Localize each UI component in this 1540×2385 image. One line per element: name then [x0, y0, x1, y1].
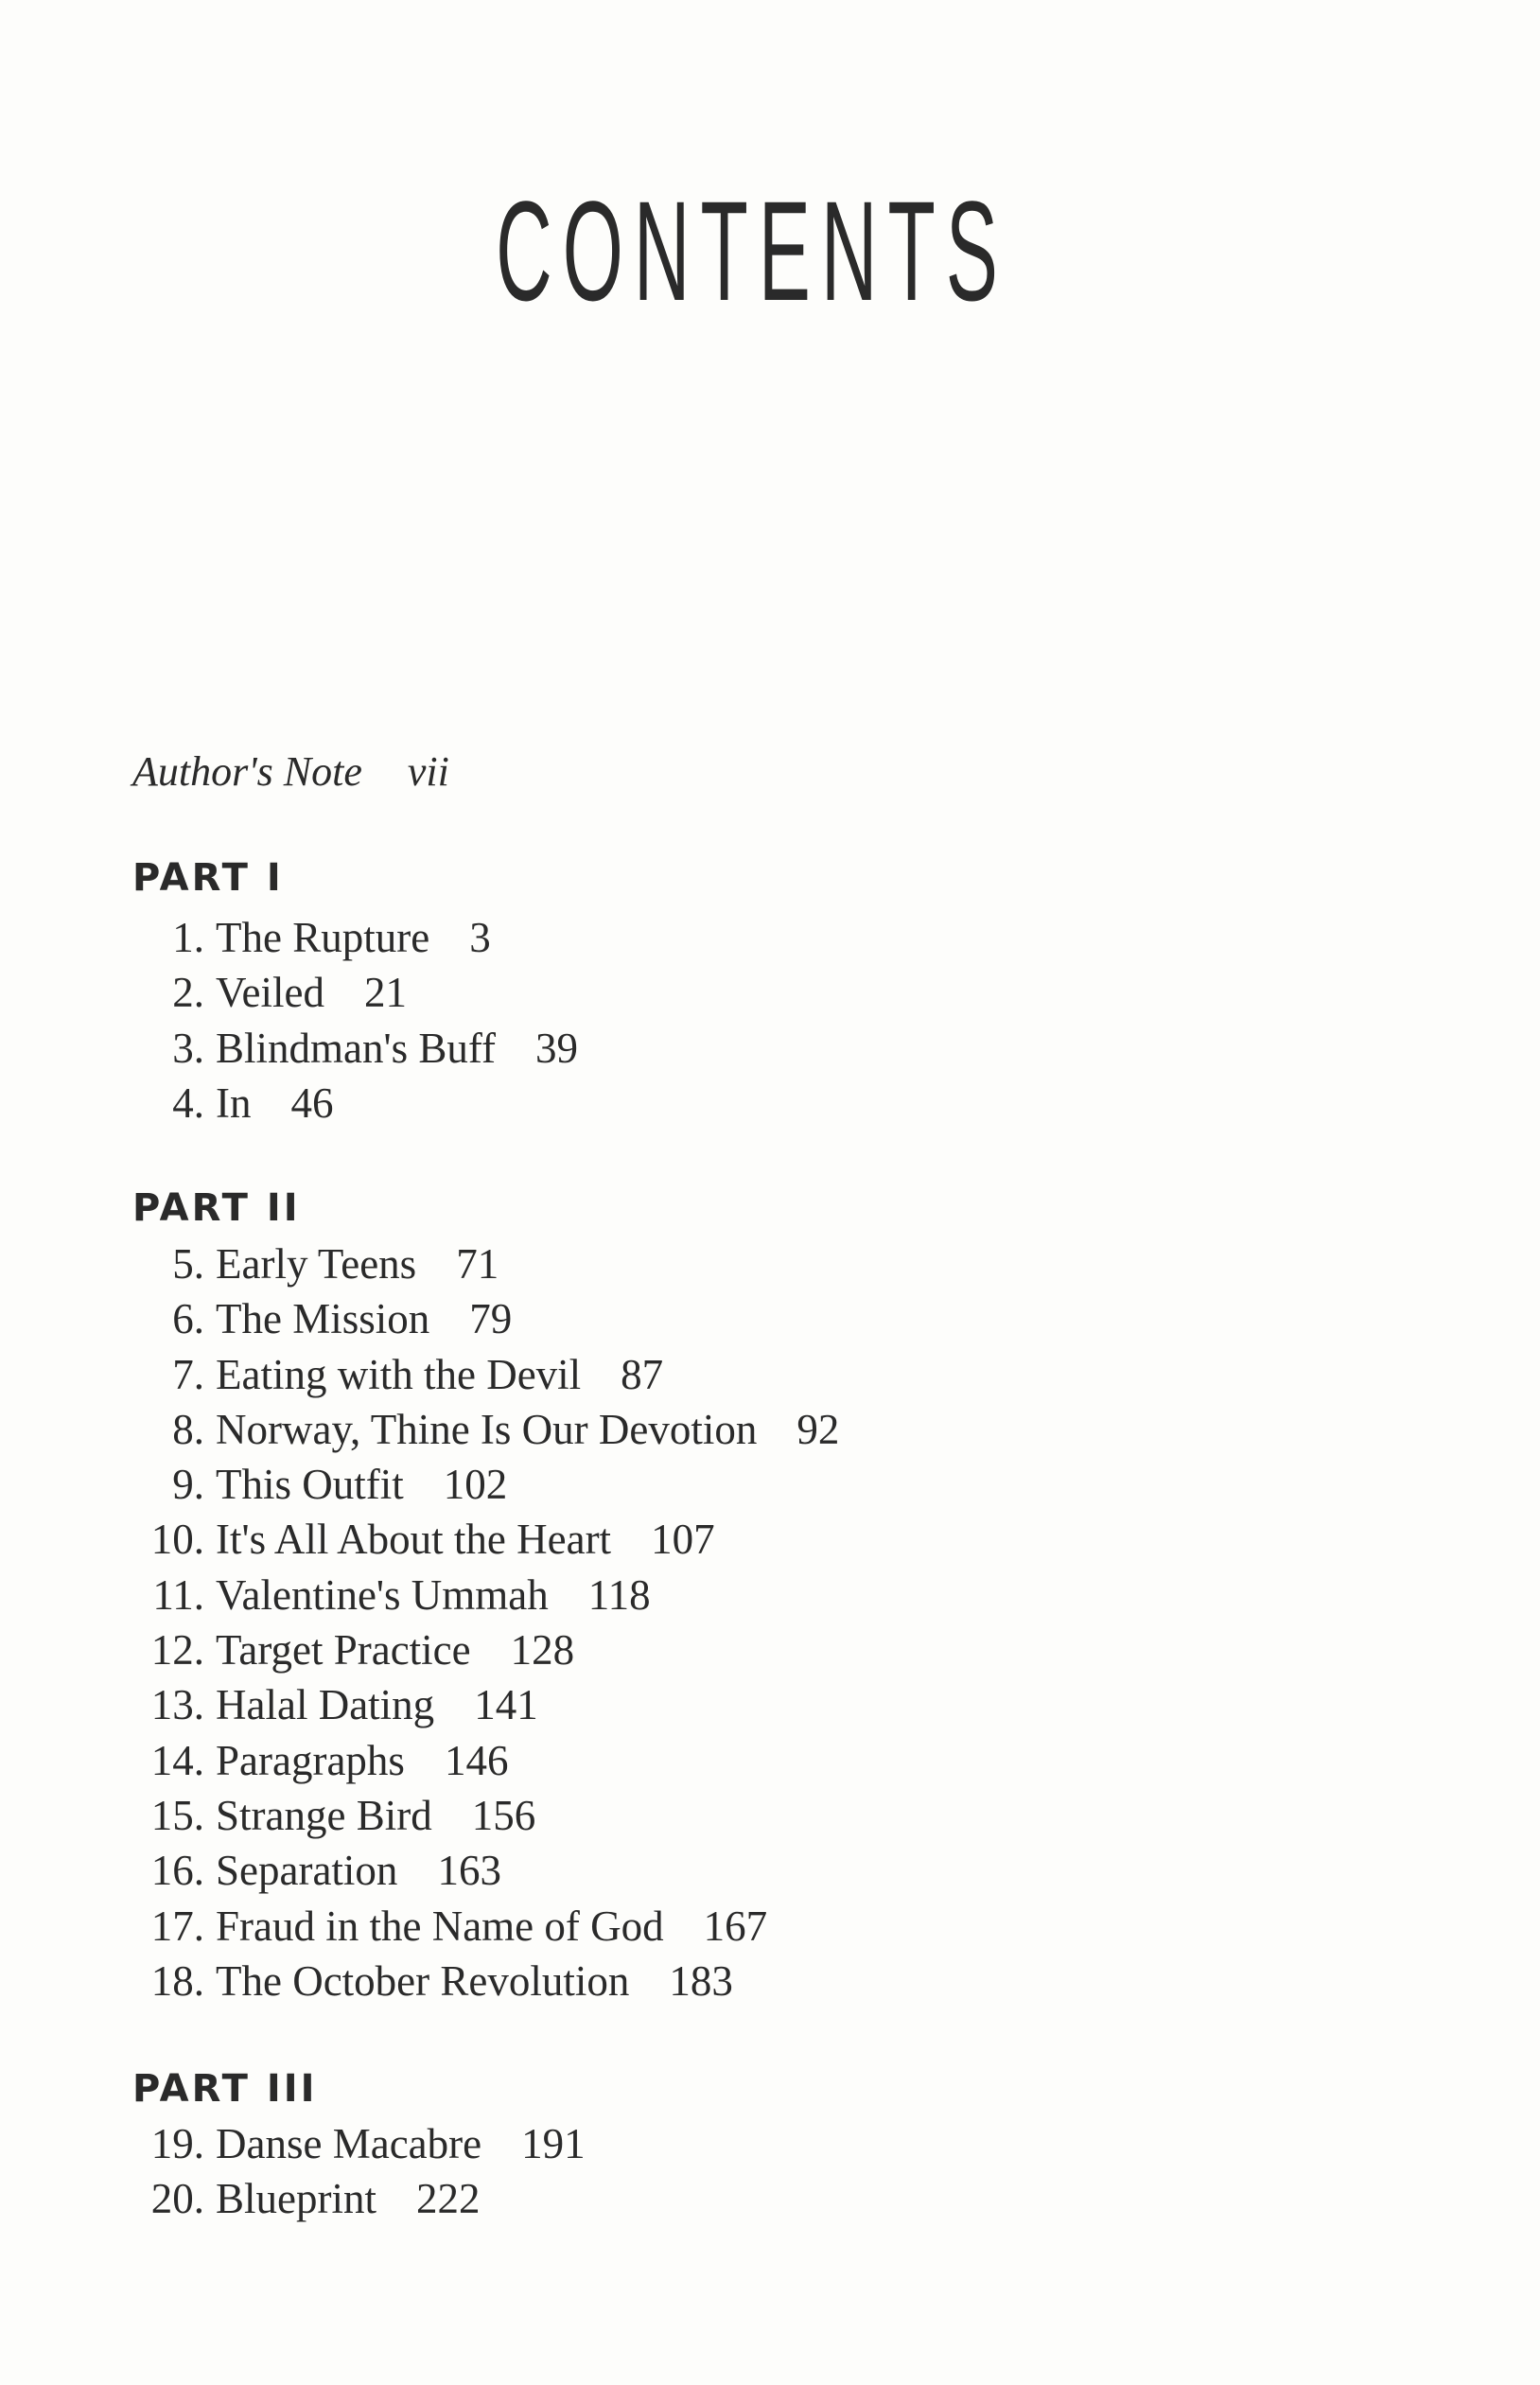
chapter-page-number: 163: [437, 1847, 501, 1895]
chapter-entry: [142, 965, 578, 1020]
chapter-page-number: 102: [443, 1461, 508, 1509]
chapter-entry: [142, 1512, 839, 1567]
chapter-page-number: 141: [474, 1681, 538, 1729]
chapter-number: 1.: [172, 914, 204, 961]
chapter-title: Target Practice: [216, 1626, 471, 1675]
chapter-page-number: 146: [444, 1736, 509, 1784]
chapter-page-number: 21: [363, 969, 407, 1017]
chapter-entry: [142, 1733, 839, 1788]
chapter-title: Paragraphs: [216, 1736, 405, 1784]
chapter-page-number: 46: [290, 1079, 334, 1127]
chapter-entry: [142, 1347, 839, 1402]
chapter-entry: [142, 1457, 839, 1512]
chapter-title: Eating with the Devil: [216, 1350, 582, 1398]
chapter-title: In: [216, 1079, 252, 1127]
chapter-title: Halal Dating: [216, 1681, 435, 1729]
chapter-number: 6.: [172, 1295, 204, 1343]
chapter-title: The Rupture: [216, 914, 430, 961]
part-heading: PART I: [132, 856, 284, 900]
chapter-list: [142, 910, 578, 1131]
chapter-number: 13.: [150, 1681, 204, 1729]
chapter-title: The Mission: [216, 1295, 430, 1343]
chapter-number: 5.: [172, 1240, 204, 1288]
chapter-number: 17.: [150, 1902, 204, 1950]
chapter-number: 14.: [150, 1736, 204, 1784]
chapter-title: The October Revolution: [216, 1956, 630, 2005]
chapter-page-number: 39: [535, 1024, 579, 1072]
chapter-number: 19.: [150, 2120, 204, 2167]
authors-note-page: vii: [407, 748, 449, 795]
chapter-page-number: 107: [651, 1516, 715, 1564]
chapter-entry: [142, 1076, 578, 1131]
chapter-title: Danse Macabre: [216, 2120, 482, 2167]
chapter-page-number: 79: [469, 1295, 513, 1343]
chapter-number: 12.: [150, 1626, 204, 1675]
chapter-entry: [142, 1021, 578, 1076]
chapter-entry: [142, 1236, 839, 1291]
chapter-title: Veiled: [216, 969, 324, 1017]
chapter-number: 18.: [150, 1956, 204, 2005]
chapter-title: Fraud in the Name of God: [216, 1902, 664, 1950]
chapter-title: Separation: [216, 1847, 398, 1895]
chapter-page-number: 118: [587, 1570, 651, 1619]
chapter-title: Early Teens: [216, 1240, 417, 1288]
chapter-page-number: 87: [621, 1350, 664, 1398]
chapter-page-number: 71: [456, 1240, 499, 1288]
chapter-list: [142, 1236, 839, 2008]
chapter-number: 16.: [150, 1847, 204, 1895]
chapter-page-number: 92: [796, 1405, 840, 1453]
chapter-number: 10.: [150, 1516, 204, 1564]
chapter-entry: [142, 1291, 839, 1346]
chapter-title: This Outfit: [216, 1461, 404, 1509]
chapter-entry: [142, 2116, 586, 2171]
chapter-entry: [142, 1622, 839, 1677]
authors-note-entry: [132, 744, 449, 800]
chapter-entry: [142, 910, 578, 965]
chapter-number: 15.: [150, 1791, 204, 1839]
chapter-title: It's All About the Heart: [216, 1516, 612, 1564]
authors-note-title: Author's Note: [132, 748, 362, 795]
chapter-list: [142, 2116, 586, 2227]
chapter-page-number: 167: [703, 1902, 768, 1950]
chapter-number: 4.: [172, 1079, 204, 1127]
chapter-number: 2.: [172, 969, 204, 1017]
chapter-entry: [142, 1788, 839, 1843]
chapter-number: 3.: [172, 1024, 204, 1072]
chapter-number: 7.: [172, 1350, 204, 1398]
chapter-number: 8.: [172, 1405, 204, 1453]
chapter-number: 20.: [150, 2175, 204, 2223]
chapter-title: Blindman's Buff: [216, 1024, 497, 1072]
chapter-page-number: 183: [669, 1956, 733, 2005]
chapter-entry: [142, 1677, 839, 1732]
chapter-number: 11.: [152, 1570, 204, 1619]
chapter-page-number: 191: [521, 2120, 586, 2167]
page-title: CONTENTS: [496, 171, 1008, 330]
chapter-entry: [142, 1402, 839, 1457]
chapter-entry: [142, 1954, 839, 2008]
chapter-page-number: 222: [415, 2175, 481, 2223]
chapter-number: 9.: [172, 1461, 204, 1509]
chapter-page-number: 156: [471, 1791, 536, 1839]
chapter-entry: [142, 2171, 586, 2226]
chapter-title: Norway, Thine Is Our Devotion: [216, 1405, 758, 1453]
chapter-entry: [142, 1843, 839, 1898]
part-heading: PART III: [132, 2067, 318, 2111]
chapter-page-number: 128: [510, 1626, 575, 1675]
chapter-title: Blueprint: [216, 2175, 376, 2223]
chapter-title: Valentine's Ummah: [216, 1570, 549, 1619]
chapter-page-number: 3: [469, 914, 491, 961]
chapter-entry: [142, 1899, 839, 1954]
chapter-entry: [142, 1568, 839, 1622]
chapter-title: Strange Bird: [216, 1791, 432, 1839]
part-heading: PART II: [132, 1186, 301, 1230]
